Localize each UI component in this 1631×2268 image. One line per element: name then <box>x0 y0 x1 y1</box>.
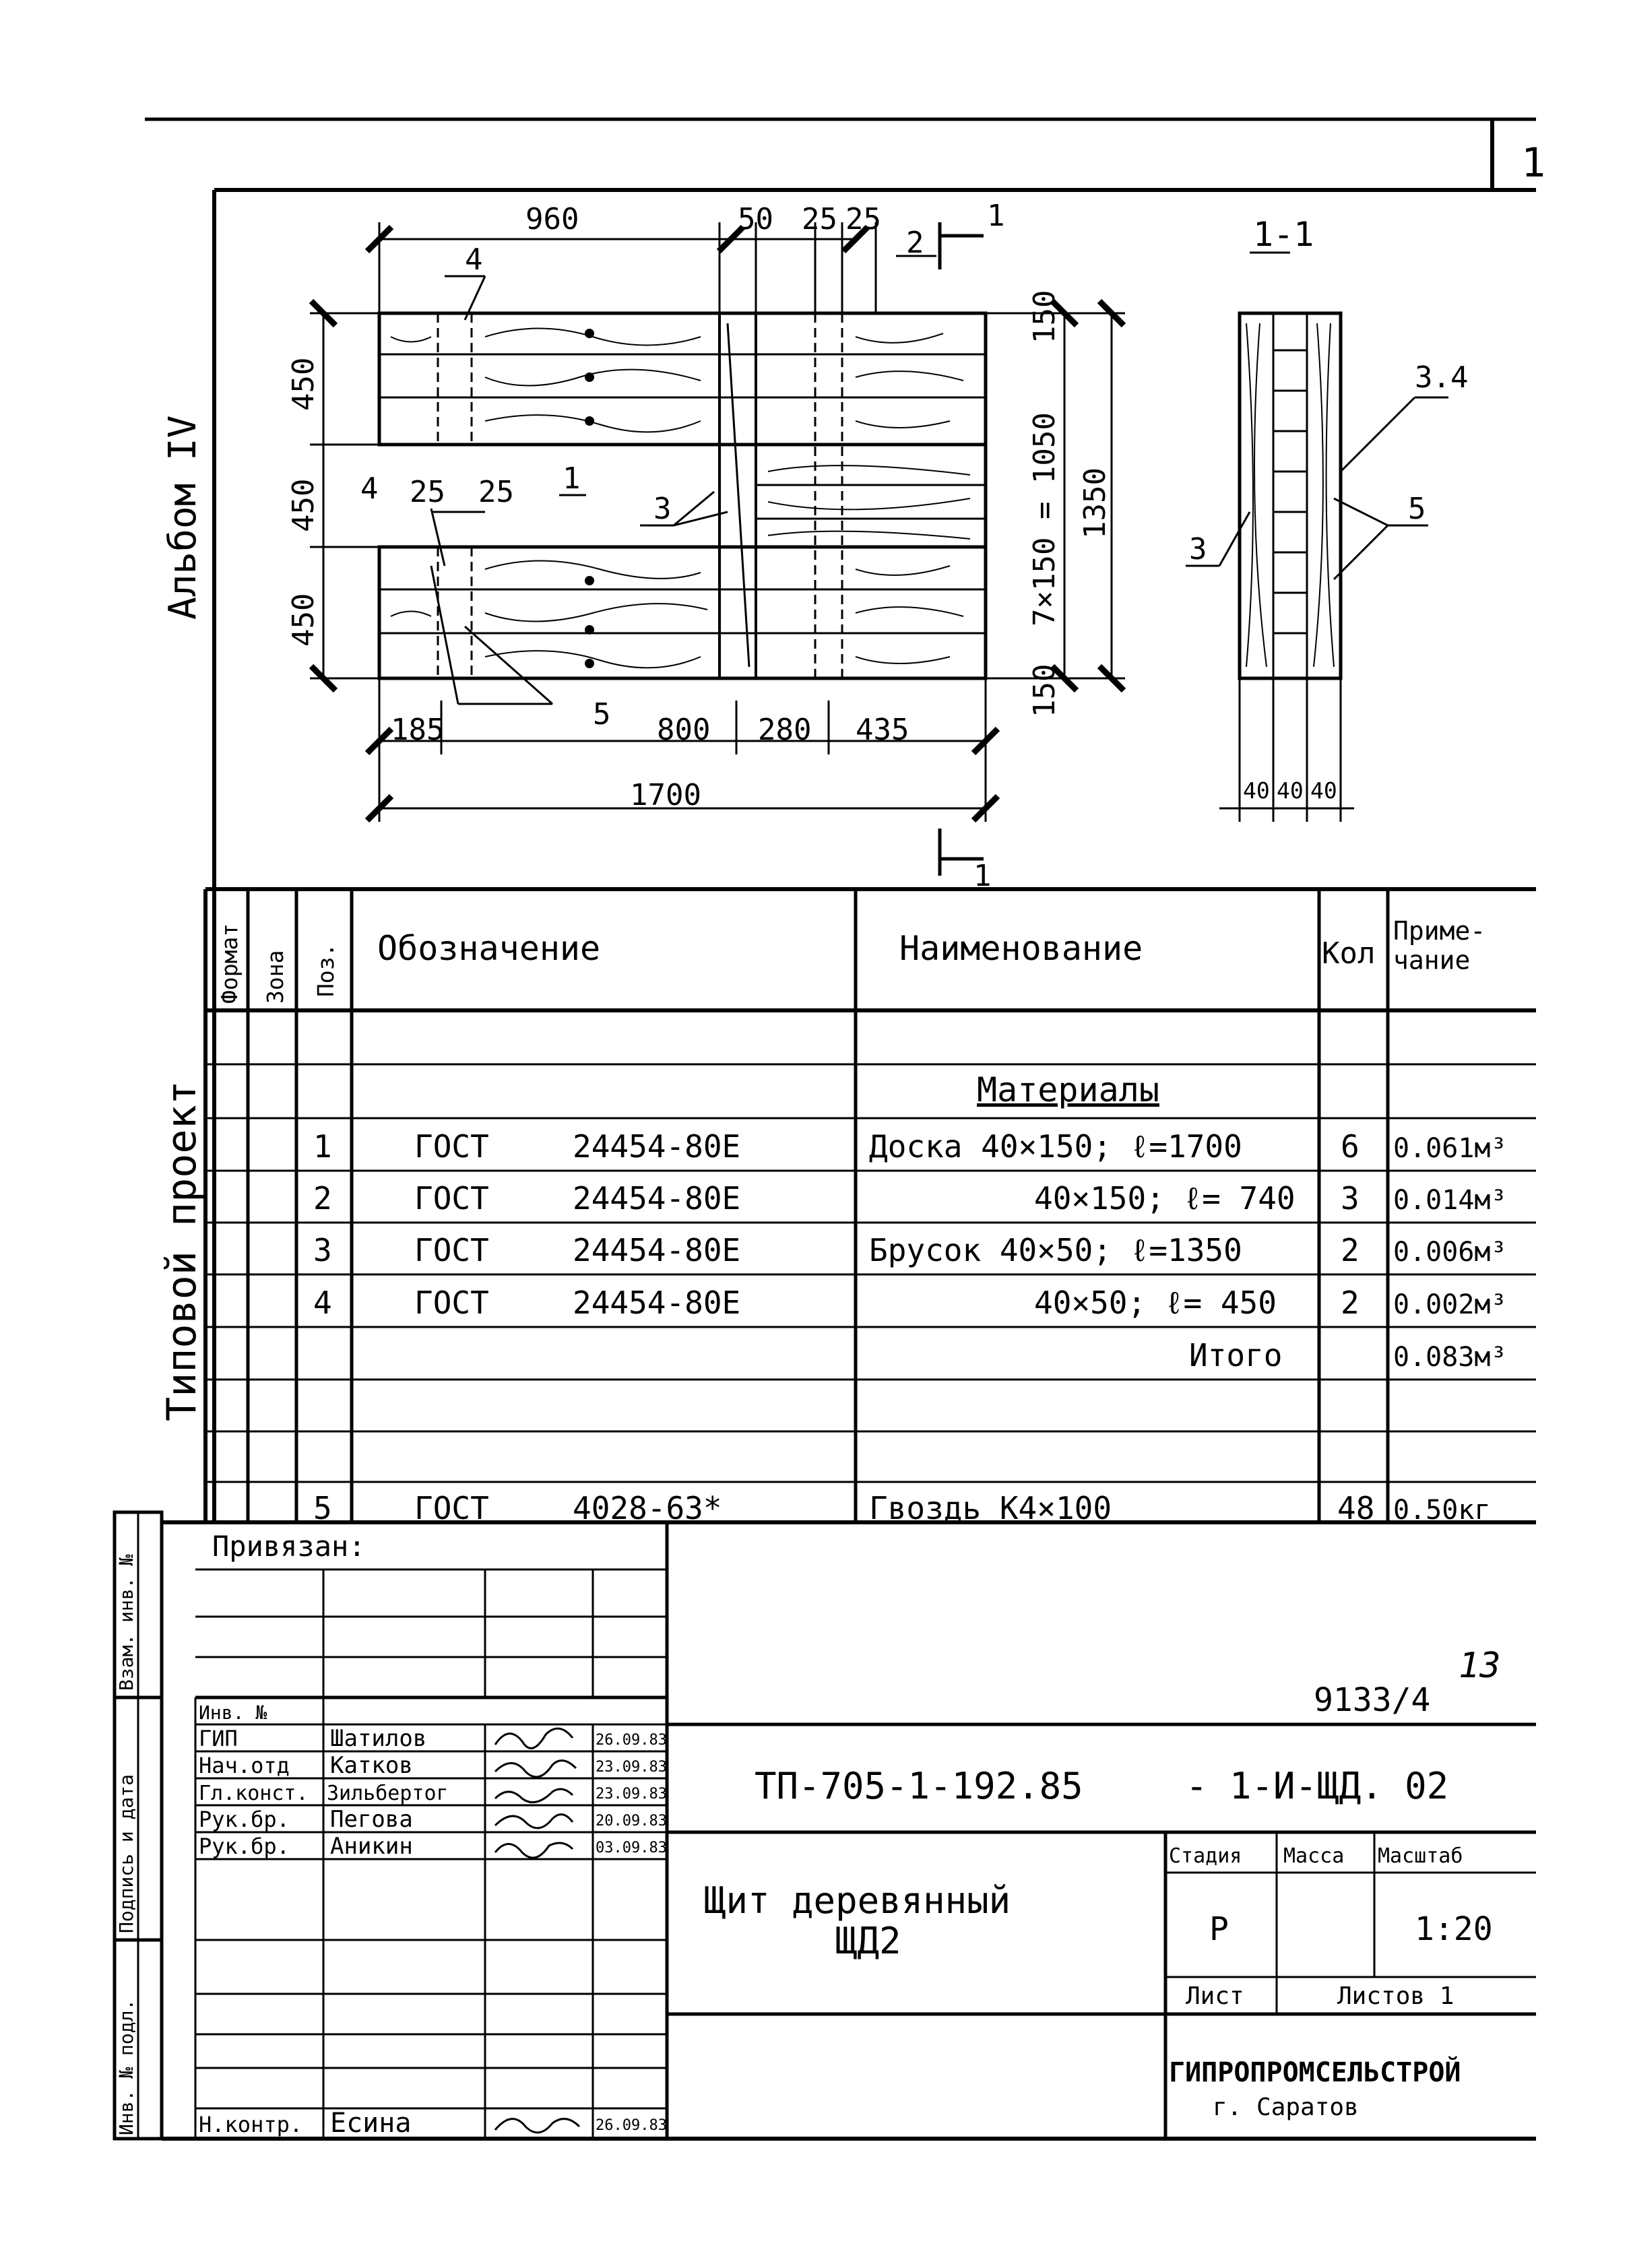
row4-note: 0.002м³ <box>1393 1289 1507 1320</box>
dim-450-top: 450 <box>286 357 321 411</box>
row3-qty: 2 <box>1341 1232 1360 1268</box>
row5-qty: 48 <box>1337 1490 1375 1526</box>
dim-1700: 1700 <box>630 778 701 812</box>
total-value: 0.083м³ <box>1393 1342 1507 1373</box>
stamp-col-sign-date: Подпись и дата <box>115 1774 137 1933</box>
dim-1350: 1350 <box>1078 467 1112 539</box>
album-label: Альбом IV <box>161 415 205 620</box>
dim-280: 280 <box>758 713 812 747</box>
person5-signature <box>495 1843 573 1858</box>
row2-num: 24454-80Е <box>573 1180 741 1217</box>
sheet-frame <box>145 119 1536 1522</box>
person1-signature <box>495 1728 573 1748</box>
archive-no: 9133/4 <box>1314 1681 1431 1719</box>
doc-code: ТП-705-1-192.85 <box>755 1765 1083 1807</box>
title-block-grid <box>115 1512 1536 2139</box>
person2-role: Нач.отд <box>199 1753 290 1778</box>
person2-date: 23.09.83 <box>596 1759 667 1776</box>
stamp-col-vzam: Взам. инв. № <box>115 1554 137 1691</box>
col-scale: Масштаб <box>1378 1844 1463 1868</box>
stamp-col-inv-podl: Инв. № подл. <box>115 1999 137 2135</box>
row1-std: ГОСТ <box>414 1128 489 1165</box>
person3-signature <box>495 1789 573 1803</box>
stage-value: Р <box>1209 1910 1229 1948</box>
dim-800: 800 <box>657 713 711 747</box>
dim-25-b: 25 <box>845 202 881 236</box>
pos-label-4-left: 4 <box>360 472 379 506</box>
person4-date: 20.09.83 <box>596 1813 667 1829</box>
org-name: ГИПРОПРОМСЕЛЬСТРОЙ <box>1169 2057 1461 2088</box>
row2-std: ГОСТ <box>414 1180 489 1217</box>
section-materials: Материалы <box>977 1070 1159 1109</box>
person5-role: Рук.бр. <box>199 1834 290 1859</box>
row3-num: 24454-80Е <box>573 1232 741 1268</box>
dim-150-top: 150 <box>1027 290 1062 344</box>
section-cut-marks <box>940 222 984 876</box>
sheet-number: 1 <box>1521 139 1546 187</box>
row4-qty: 2 <box>1341 1285 1360 1321</box>
n-kontr-date: 26.09.83 <box>596 2117 667 2134</box>
scale-value: 1:20 <box>1415 1910 1493 1948</box>
row2-note: 0.014м³ <box>1393 1185 1507 1216</box>
sheets-label: Листов 1 <box>1337 1982 1454 2010</box>
section-title: 1-1 <box>1253 215 1314 254</box>
section-view <box>1186 253 1448 822</box>
row2-pos: 2 <box>313 1180 332 1217</box>
row3-std: ГОСТ <box>414 1232 489 1268</box>
row1-qty: 6 <box>1341 1128 1360 1165</box>
privyazan-label: Привязан: <box>212 1530 366 1563</box>
row1-name: Доска 40×150; ℓ=1700 <box>869 1128 1242 1165</box>
dim-7x150: 7×150 = 1050 <box>1027 412 1062 626</box>
row5-num: 4028-63* <box>573 1490 722 1526</box>
doc-suffix: - 1-И-ЩД. 02 <box>1186 1765 1449 1807</box>
n-kontr-signature <box>495 2119 579 2133</box>
n-kontr-role: Н.контр. <box>199 2112 303 2137</box>
person4-role: Рук.бр. <box>199 1807 290 1832</box>
row3-note: 0.006м³ <box>1393 1237 1507 1268</box>
n-kontr-name: Есина <box>330 2108 412 2139</box>
row4-num: 24454-80Е <box>573 1285 741 1321</box>
title-line2: ЩД2 <box>835 1920 901 1962</box>
section-mark-top: 1 <box>987 199 1005 233</box>
section-dim-40-c: 40 <box>1310 777 1337 804</box>
person2-signature <box>495 1761 576 1777</box>
dim-25-a: 25 <box>802 202 837 236</box>
dim-960: 960 <box>525 202 579 236</box>
header-qty: Кол <box>1322 936 1376 971</box>
dim-185: 185 <box>391 713 445 747</box>
city: г. Саратов <box>1213 2094 1359 2121</box>
pos-label-4-top: 4 <box>465 242 483 277</box>
row1-note: 0.061м³ <box>1393 1133 1507 1164</box>
inv-no-label: Инв. № <box>199 1702 267 1724</box>
person1-date: 26.09.83 <box>596 1732 667 1749</box>
row3-name: Брусок 40×50; ℓ=1350 <box>869 1232 1242 1268</box>
person5-name: Аникин <box>330 1833 413 1860</box>
pos-label-3: 3 <box>653 492 672 526</box>
person2-name: Катков <box>330 1752 413 1779</box>
row4-std: ГОСТ <box>414 1285 489 1321</box>
dim-25-d: 25 <box>478 475 514 509</box>
header-designation: Обозначение <box>377 929 601 968</box>
row1-num: 24454-80Е <box>573 1128 741 1165</box>
person3-role: Гл.конст. <box>199 1782 309 1805</box>
row5-pos: 5 <box>313 1490 332 1526</box>
dim-25-c: 25 <box>410 475 445 509</box>
person3-date: 23.09.83 <box>596 1786 667 1803</box>
row4-name: 40×50; ℓ= 450 <box>1034 1285 1277 1321</box>
dim-435: 435 <box>856 713 909 747</box>
row2-qty: 3 <box>1341 1180 1360 1217</box>
project-label: Типовой проект <box>158 1080 205 1421</box>
pos-label-1-top: 1 <box>563 461 581 496</box>
person3-name: Зильбертог <box>327 1782 449 1805</box>
row5-name: Гвоздь К4×100 <box>869 1490 1112 1526</box>
section-mark-bottom: 1 <box>973 859 992 893</box>
shield-plan <box>379 313 986 678</box>
person5-date: 03.09.83 <box>596 1840 667 1856</box>
col-stage: Стадия <box>1169 1844 1242 1868</box>
spec-table-grid <box>205 889 1536 1522</box>
row5-note: 0.50кг <box>1393 1495 1491 1526</box>
section-dim-40-b: 40 <box>1277 777 1304 804</box>
row2-name: 40×150; ℓ= 740 <box>1034 1180 1296 1217</box>
person4-signature <box>495 1815 573 1828</box>
header-name: Наименование <box>899 929 1143 968</box>
section-label-3: 3 <box>1189 532 1207 566</box>
pos-label-2: 2 <box>906 226 924 260</box>
header-note: Приме-чание <box>1393 916 1486 975</box>
section-dim-40-a: 40 <box>1243 777 1270 804</box>
section-label-5: 5 <box>1408 492 1426 526</box>
col-mass: Масса <box>1283 1844 1345 1868</box>
total-label: Итого <box>1189 1337 1283 1373</box>
title-line1: Щит деревянный <box>704 1879 1011 1922</box>
person1-name: Шатилов <box>330 1725 427 1752</box>
person1-role: ГИП <box>199 1726 238 1751</box>
row3-pos: 3 <box>313 1232 332 1268</box>
dim-450-bot: 450 <box>286 593 321 647</box>
header-format: Формат <box>216 923 243 1004</box>
header-pos: Поз. <box>313 943 339 997</box>
row1-pos: 1 <box>313 1128 332 1165</box>
row5-std: ГОСТ <box>414 1490 489 1526</box>
sheet-label: Лист <box>1186 1982 1244 2010</box>
dim-450-mid: 450 <box>286 478 321 532</box>
section-label-34: 3.4 <box>1415 360 1469 395</box>
page-no: 13 <box>1459 1646 1501 1686</box>
dim-50: 50 <box>738 202 773 236</box>
row4-pos: 4 <box>313 1285 332 1321</box>
person4-name: Пегова <box>330 1806 413 1833</box>
header-zone: Зона <box>262 950 288 1004</box>
dim-150-bot: 150 <box>1027 663 1062 717</box>
pos-label-5: 5 <box>593 697 611 732</box>
